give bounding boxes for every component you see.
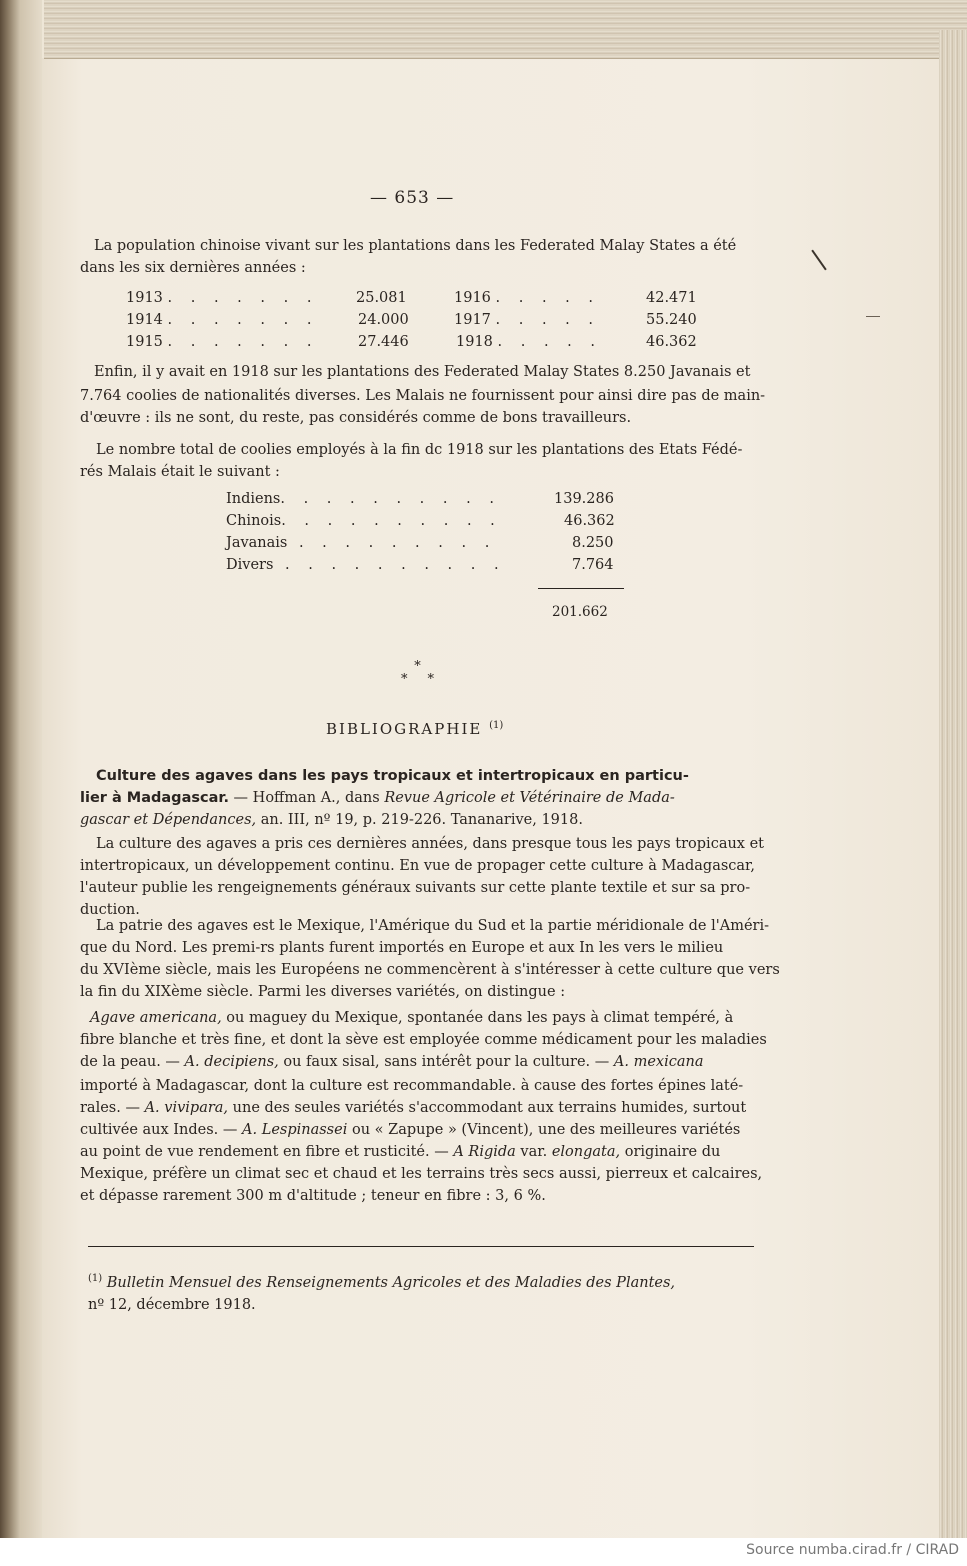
page-number: — 653 —: [370, 188, 455, 208]
leader-dots: . . . . .: [495, 312, 600, 328]
year: 1918: [456, 334, 493, 350]
article-title: lier à Madagascar.: [80, 790, 229, 806]
para-patrie-line: la fin du XIXème siècle. Parmi les diverses variétés, on distingue :: [80, 984, 566, 1000]
para-culture-line: intertropicaux, un développement continu. En vue de propager cette culture à Madagascar,: [80, 858, 755, 874]
label: Divers: [226, 557, 274, 573]
year: 1914: [126, 312, 163, 328]
leader-dots: . . . . . . .: [167, 334, 319, 350]
leader-dots: . . . . . . .: [167, 290, 319, 306]
para-varieties-line: et dépasse rarement 300 m d'altitude ; teneur en fibre : 3, 6 %.: [80, 1188, 546, 1204]
value: 7.764: [572, 557, 614, 573]
footnote-ref: (1): [489, 720, 504, 731]
table-row: [456, 334, 602, 350]
para-culture-line: La culture des agaves a pris ces dernières années, dans presque tous les pays tropicaux et: [96, 836, 764, 852]
text-run: ou « Zapupe » (Vincent), une des meilleures variétés: [347, 1122, 741, 1138]
page-edges-top: [44, 0, 967, 59]
species-name: A. decipiens,: [184, 1054, 279, 1070]
para-enfin-line: Enfin, il y avait en 1918 sur les plantations des Federated Malay States 8.250 Javanais et: [94, 364, 751, 380]
text-run: ou faux sisal, sans intérêt pour la culture. —: [278, 1054, 614, 1070]
label: Chinois: [226, 513, 282, 529]
table-row: [226, 491, 501, 507]
table-row: [226, 535, 496, 551]
species-name: A. Lespinassei: [242, 1122, 348, 1138]
leader-dots: . . . . . . .: [167, 312, 319, 328]
leader-dots: . . . . . . . . .: [287, 535, 497, 551]
text-run: originaire du: [620, 1144, 721, 1160]
text-run: de la peau. —: [80, 1054, 185, 1070]
total-value: 201.662: [552, 604, 608, 620]
value: 46.362: [646, 334, 697, 350]
label: Javanais: [226, 535, 288, 551]
leader-dots: . . . . .: [495, 290, 600, 306]
journal-title: gascar et Dépendances,: [80, 812, 257, 828]
para-enfin-line: 7.764 coolies de nationalités diverses. Les Malais ne fournissent pour ainsi dire pas de main-: [80, 388, 766, 404]
year: 1917: [454, 312, 491, 328]
section-title: [326, 720, 503, 738]
leader-dots: . . . . . . . . . .: [281, 513, 502, 529]
para-varieties-line: importé à Madagascar, dont la culture est recommandable. à cause des fortes épines laté-: [80, 1078, 744, 1094]
leader-dots: . . . . .: [497, 334, 602, 350]
value: 46.362: [564, 513, 615, 529]
footnote-title: Bulletin Mensuel des Renseignements Agricoles et des Maladies des Plantes,: [102, 1274, 676, 1291]
label: Indiens: [226, 491, 281, 507]
footnote-rule: [88, 1246, 754, 1247]
table-row: [126, 334, 318, 350]
value: 27.446: [358, 334, 409, 350]
para-varieties-line: [80, 1098, 746, 1118]
text-run: au point de vue rendement en fibre et rusticité. —: [80, 1144, 454, 1160]
value: 55.240: [646, 312, 697, 328]
star: *: [414, 659, 421, 674]
species-name: elongata,: [551, 1144, 621, 1160]
species-name: A. vivipara,: [144, 1100, 229, 1116]
leader-dots: . . . . . . . . . .: [280, 491, 501, 507]
value: 24.000: [358, 312, 409, 328]
para-culture-line: l'auteur publie les rengeignements généraux suivants sur cette plante textile et sur sa pro-: [80, 880, 751, 896]
footnote: [88, 1268, 758, 1316]
page-edges-right: [939, 30, 967, 1538]
text-run: rales. —: [80, 1100, 145, 1116]
star: *: [427, 672, 434, 687]
table-row: [126, 290, 318, 306]
table-row: [226, 513, 502, 529]
para-patrie-line: La patrie des agaves est le Mexique, l'Amérique du Sud et la partie méridionale de l'Améri-: [96, 918, 769, 934]
sum-rule: [538, 588, 624, 589]
footnote-line: nº 12, décembre 1918.: [88, 1296, 256, 1313]
article-title-line: [80, 788, 675, 808]
para-varieties-line: [80, 1120, 740, 1140]
para-culture-line: duction.: [80, 902, 140, 918]
text-run: var.: [515, 1144, 552, 1160]
species-desc: ou maguey du Mexique, spontanée dans les pays à climat tempéré, à: [221, 1010, 734, 1026]
table-row: [126, 312, 318, 328]
para-varieties-line: fibre blanche et très fine, et dont la sève est employée comme médicament pour les maladies: [80, 1032, 767, 1048]
para-patrie-line: du XVIème siècle, mais les Européens ne commencèrent à s'intéresser à cette culture que vers: [80, 962, 780, 978]
value: 8.250: [572, 535, 614, 551]
star: *: [401, 672, 408, 687]
para-varieties-line: [80, 1052, 703, 1072]
para-enfin-line: d'œuvre : ils ne sont, du reste, pas considérés comme de bons travailleurs.: [80, 410, 632, 426]
leader-dots: . . . . . . . . . .: [273, 557, 506, 573]
footnote-mark: (1): [88, 1273, 103, 1284]
intro-line: La population chinoise vivant sur les plantations dans les Federated Malay States a été: [94, 238, 737, 254]
value: 139.286: [554, 491, 614, 507]
article-title-line: [96, 766, 689, 786]
book-spine: [0, 0, 42, 1538]
text-run: une des seules variétés s'accommodant aux terrains humides, surtout: [228, 1100, 747, 1116]
journal-title: Revue Agricole et Vétérinaire de Mada-: [384, 790, 675, 806]
margin-pencil-mark: [866, 316, 880, 317]
article-author: — Hoffman A., dans: [228, 790, 385, 806]
section-title-text: BIBLIOGRAPHIE: [326, 720, 483, 738]
source-credit: Source numba.cirad.fr / CIRAD: [746, 1542, 959, 1558]
para-total-line: rés Malais était le suivant :: [80, 464, 280, 480]
asterism: [395, 660, 440, 686]
species-name: Agave americana,: [90, 1010, 222, 1026]
year: 1916: [454, 290, 491, 306]
para-varieties-line: [90, 1008, 733, 1028]
footnote-line: [88, 1268, 758, 1294]
para-patrie-line: que du Nord. Les premi-rs plants furent importés en Europe et aux In les vers le milieu: [80, 940, 724, 956]
table-row: [454, 312, 600, 328]
intro-line: dans les six dernières années :: [80, 260, 306, 276]
article-title-line: [80, 810, 583, 830]
article-title: Culture des agaves dans les pays tropicaux et intertropicaux en particu-: [96, 768, 689, 784]
para-total-line: Le nombre total de coolies employés à la fin dc 1918 sur les plantations des Etats Fédé-: [96, 442, 743, 458]
table-row: [454, 290, 600, 306]
value: 25.081: [356, 290, 407, 306]
species-name: A Rigida: [453, 1144, 516, 1160]
para-varieties-line: [80, 1142, 720, 1162]
table-row: [226, 557, 506, 573]
para-varieties-line: Mexique, préfère un climat sec et chaud et les terrains très secs aussi, pierreux et calcaires,: [80, 1166, 763, 1182]
value: 42.471: [646, 290, 697, 306]
year: 1915: [126, 334, 163, 350]
text-run: cultivée aux Indes. —: [80, 1122, 242, 1138]
year: 1913: [126, 290, 163, 306]
species-name: A. mexicana: [613, 1054, 704, 1070]
article-citation: an. III, nº 19, p. 219-226. Tananarive, 1918.: [256, 812, 583, 828]
